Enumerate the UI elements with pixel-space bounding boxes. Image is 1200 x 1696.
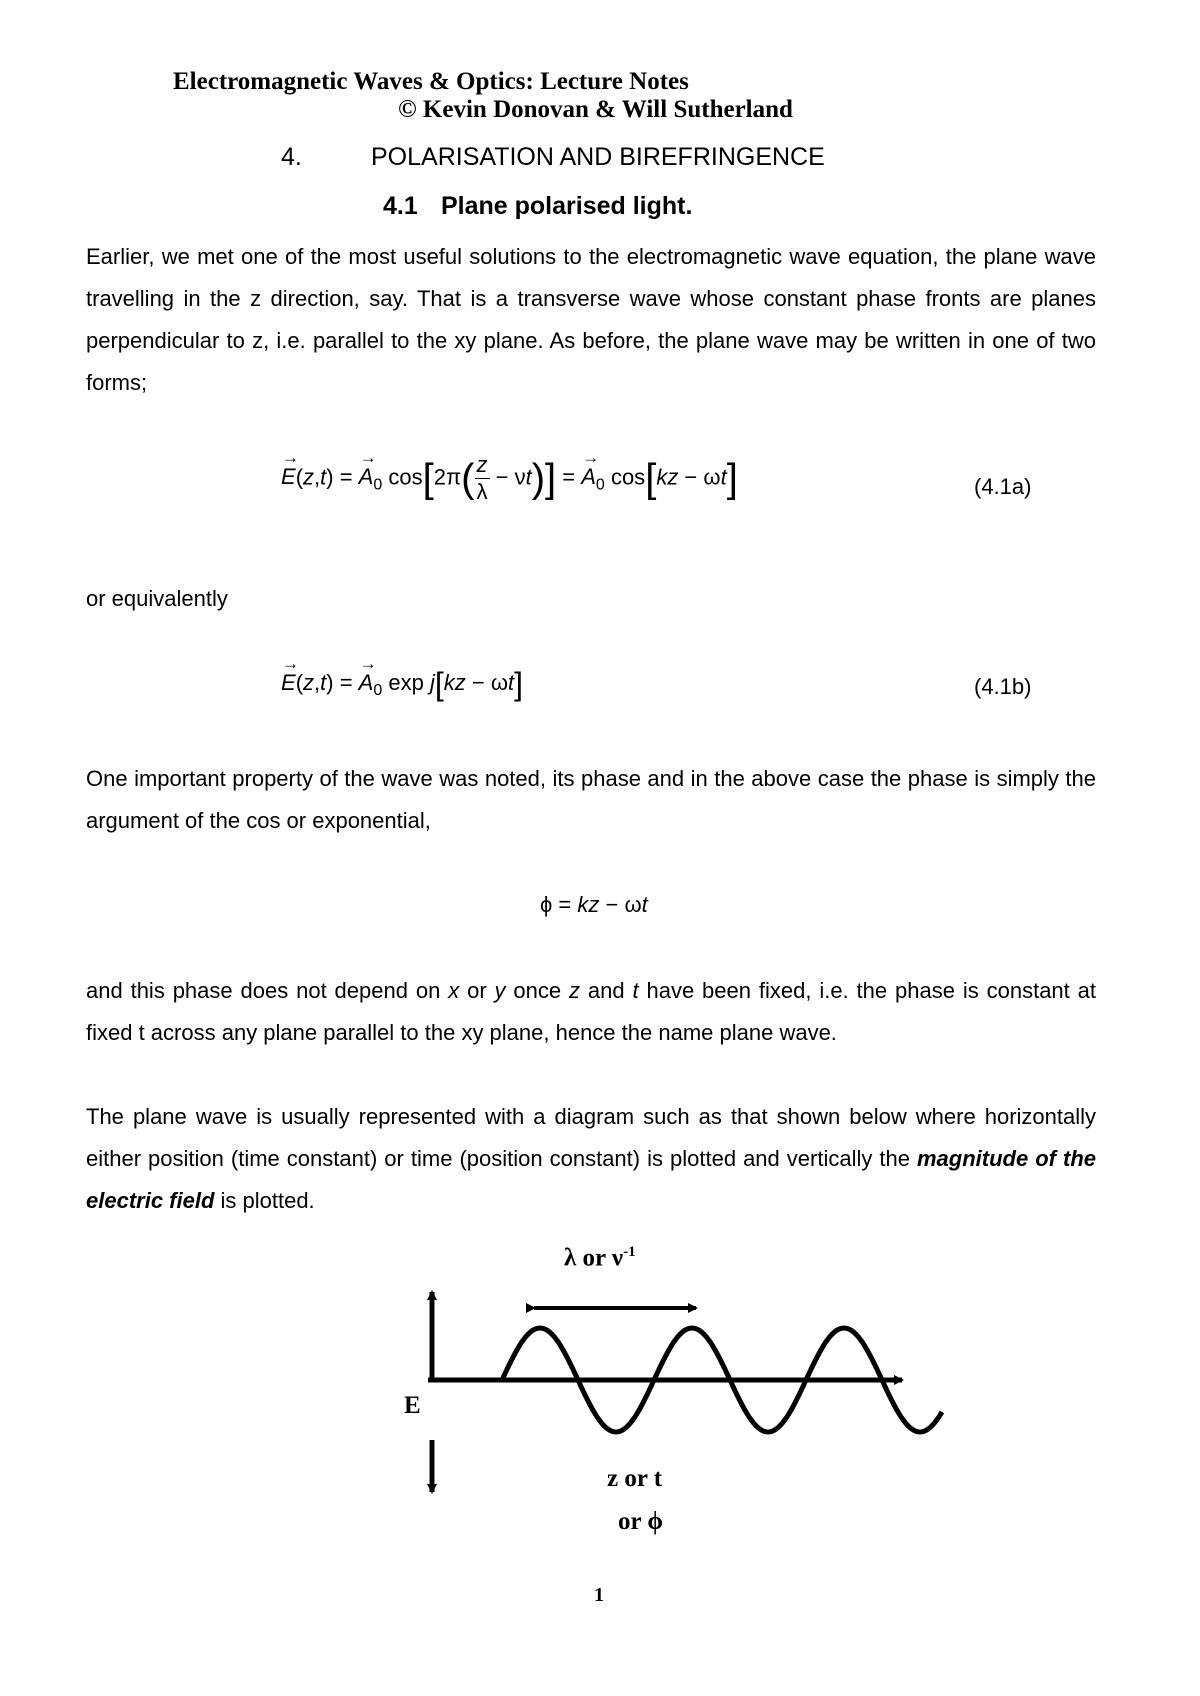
- section-title: POLARISATION AND BIREFRINGENCE: [371, 143, 825, 171]
- field-label: E: [404, 1392, 421, 1419]
- equation-4-1a-number: (4.1a): [974, 474, 1032, 499]
- section-number: 4.: [281, 143, 302, 171]
- wavelength-label: λ or $\nu^{-1}$: [564, 1244, 636, 1272]
- phase-equation: ϕ = kz − ωt: [540, 892, 648, 917]
- equivalently-text: or equivalently: [86, 586, 228, 611]
- equation-4-1b: → E(z,t) = → $A_0$ exp j[kz − ωt]: [281, 668, 523, 700]
- header-authors: © Kevin Donovan & Will Sutherland: [398, 96, 793, 123]
- header-title: Electromagnetic Waves & Optics: Lecture Notes: [173, 68, 689, 95]
- phase-paragraph: One important property of the wave was noted, its phase and in the above case the phase is simply the argument of the cos or exponential,: [86, 766, 1096, 833]
- intro-paragraph: Earlier, we met one of the most useful solutions to the electromagnetic wave equation, the plane wave travelling in the z direction, say. That is a transverse wave whose constant phase fronts are planes perpendicular to z, i.e. parallel to the xy plane. As before, the plane wave may be written in one of two forms;: [86, 244, 1096, 395]
- equation-4-1a: → E(z,t) = → $A_0$ cos[2π( $\frac{z}{\lambda}$ − νt)] = → $A_0$ cos[kz − ωt]: [281, 452, 738, 505]
- subsection-title: Plane polarised light.: [441, 192, 693, 220]
- axis-label-phase: or ϕ: [618, 1508, 663, 1535]
- axis-label-position-time: z or t: [607, 1465, 663, 1492]
- page-number: 1: [594, 1584, 604, 1606]
- subsection-number: 4.1: [383, 192, 418, 220]
- sine-wave: [502, 1328, 942, 1432]
- equation-4-1b-number: (4.1b): [974, 674, 1032, 699]
- diagram-intro-paragraph: The plane wave is usually represented with a diagram such as that shown below where horizontally either position (time constant) or time (position constant) is plotted and vertically the magnitude of the electric field is plotted.: [86, 1104, 1096, 1213]
- phase-constant-paragraph: and this phase does not depend on x or y once z and t have been fixed, i.e. the phase is constant at fixed t across any plane parallel to the xy plane, hence the name plane wave.: [86, 978, 1096, 1045]
